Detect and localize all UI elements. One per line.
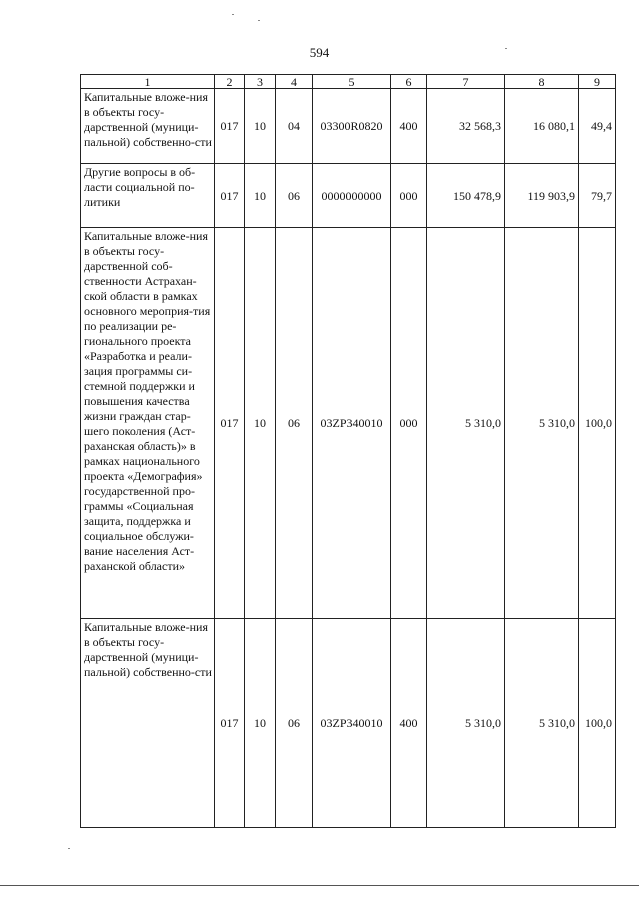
budget-table [80, 74, 616, 828]
cell-target-article: 03ZP340010 [313, 228, 391, 619]
cell-executed: 16 080,1 [505, 89, 579, 164]
column-header: 3 [245, 75, 276, 89]
column-header: 6 [391, 75, 427, 89]
cell-subsection: 06 [276, 619, 313, 828]
cell-planned: 32 568,3 [427, 89, 505, 164]
cell-subsection: 06 [276, 228, 313, 619]
cell-target-article: 03300R0820 [313, 89, 391, 164]
row-description: Капитальные вложе-ния в объекты госу-дарственной (муници-пальной) собственно-сти [81, 89, 215, 164]
page-number: 594 [309, 45, 330, 60]
cell-percent: 100,0 [579, 619, 616, 828]
cell-section: 10 [245, 228, 276, 619]
row-description: Капитальные вложе-ния в объекты госу-дарственной (муници-пальной) собственно-сти [81, 619, 215, 828]
row-description: Другие вопросы в об-ласти социальной по-литики [81, 164, 215, 228]
cell-expense-type: 400 [391, 89, 427, 164]
cell-section: 10 [245, 89, 276, 164]
column-header: 4 [276, 75, 313, 89]
cell-subsection: 04 [276, 89, 313, 164]
cell-planned: 5 310,0 [427, 619, 505, 828]
scan-speck [505, 48, 507, 49]
cell-subsection: 06 [276, 164, 313, 228]
column-header: 8 [505, 75, 579, 89]
cell-percent: 79,7 [579, 164, 616, 228]
page-bottom-rule [0, 885, 639, 886]
row-description: Капитальные вложе-ния в объекты госу-дарственной соб-ственности Астрахан-ской области в рамках основного мероприя-тия по реализации ре-гионального проекта «Разработка и реали-зация программы си-стемной поддержки и повышения качества жизни граждан стар-шего поколения (Аст-раханская область)» в рамках национального проекта «Демография» государственной про-граммы «Социальная защита, поддержка и социальное обслужи-вание населения Аст-раханской области» [81, 228, 215, 619]
column-header: 2 [215, 75, 245, 89]
cell-percent: 49,4 [579, 89, 616, 164]
cell-executed: 5 310,0 [505, 619, 579, 828]
scan-speck [68, 848, 70, 849]
cell-target-article: 0000000000 [313, 164, 391, 228]
column-header: 1 [81, 75, 215, 89]
table-row [81, 619, 616, 828]
cell-expense-type: 400 [391, 619, 427, 828]
cell-ministry-code: 017 [215, 619, 245, 828]
scan-speck [232, 14, 234, 15]
table-row [81, 89, 616, 164]
cell-section: 10 [245, 619, 276, 828]
cell-ministry-code: 017 [215, 164, 245, 228]
cell-expense-type: 000 [391, 164, 427, 228]
table-row [81, 228, 616, 619]
header-row [81, 75, 616, 89]
scan-speck [258, 20, 260, 21]
table-row [81, 164, 616, 228]
cell-ministry-code: 017 [215, 89, 245, 164]
cell-ministry-code: 017 [215, 228, 245, 619]
column-header: 7 [427, 75, 505, 89]
cell-planned: 150 478,9 [427, 164, 505, 228]
cell-executed: 119 903,9 [505, 164, 579, 228]
cell-executed: 5 310,0 [505, 228, 579, 619]
cell-section: 10 [245, 164, 276, 228]
cell-expense-type: 000 [391, 228, 427, 619]
column-header: 5 [313, 75, 391, 89]
cell-percent: 100,0 [579, 228, 616, 619]
column-header: 9 [579, 75, 616, 89]
cell-planned: 5 310,0 [427, 228, 505, 619]
cell-target-article: 03ZP340010 [313, 619, 391, 828]
